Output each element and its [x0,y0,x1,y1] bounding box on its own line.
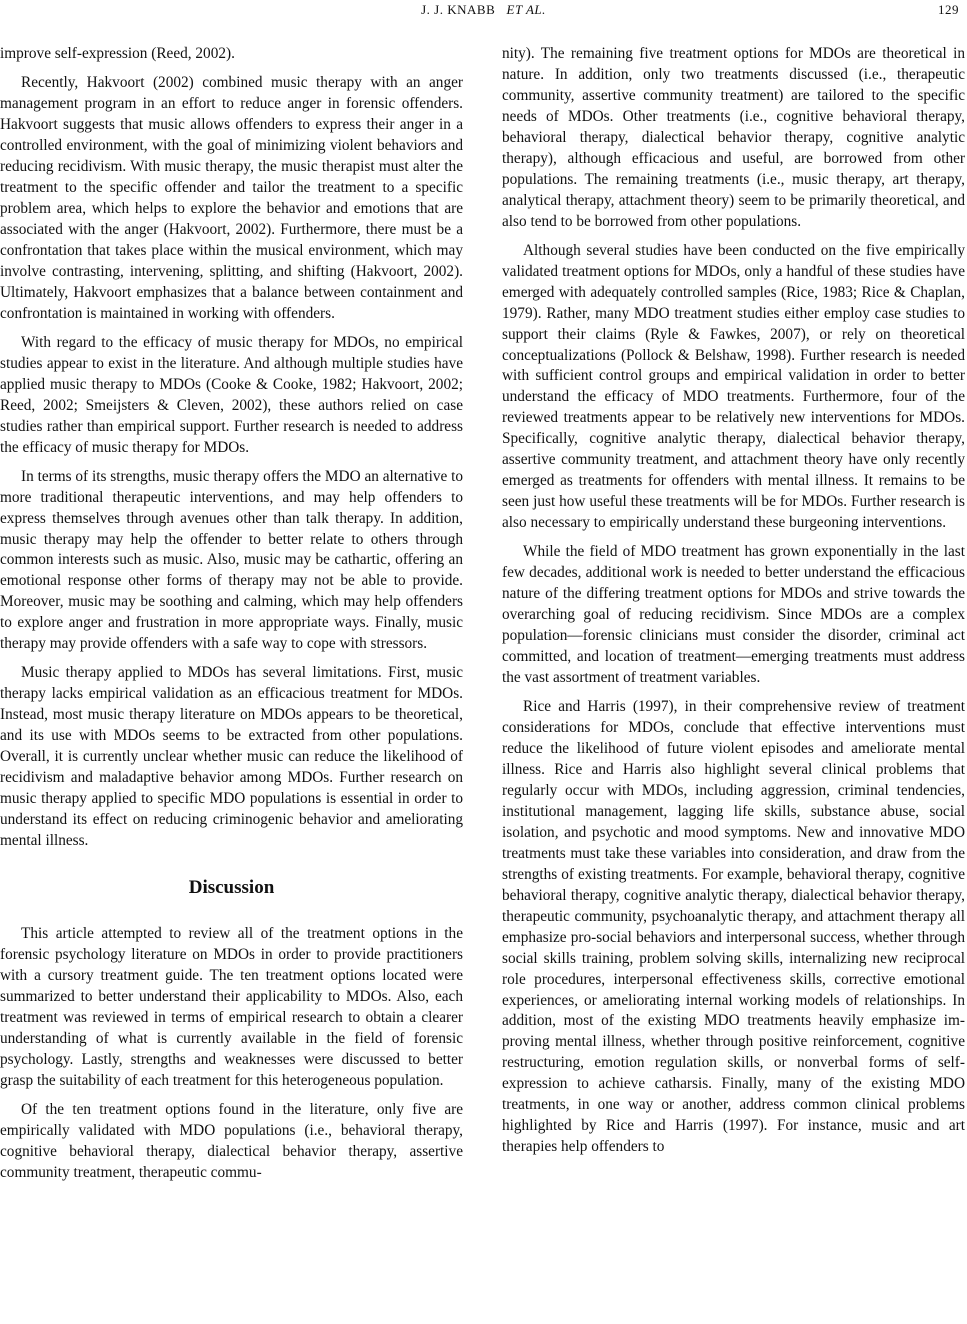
paragraph: In terms of its strengths, music therapy offers the MDO an alternative to more traditional therapeutic interventions, and may help offenders to express themselves through avenues other than talk therapy. In addition, music therapy may help the offender to better relate to others through common interests such as music. Also, music may be cathartic, offering an emotional response other forms of therapy may not be able to provide. Moreover, music may be soothing and calming, which may help offenders to explore anger and frustration in more appropriate ways. Finally, music therapy may provide offenders with a safe way to cope with stressors. [0,467,463,653]
running-head-authors [0,2,967,18]
paragraph: Music therapy applied to MDOs has several limitations. First, music therapy lacks empirical validation as an efficacious treatment for MDOs. Instead, most music therapy literature on MDOs appears to be theoretical, and its use with MDOs seems to be extracted from other populations. Overall, it is currently unclear whether music can reduce the likelihood of recidivism and maladaptive behavior among MDOs. Further research on music therapy applied to specific MDO populations is essential in order to understand its effect on reducing criminogenic behavior and ameliorating mental illness. [0,664,463,850]
paragraph: improve self-expression (Reed, 2002). [0,45,235,62]
paragraph: Although several studies have been conducted on the five empirically validated treatment options for MDOs, only a handful of these studies have emerged with adequately controlled samples (Rice, 1983; Rice & Chaplan, 1979). Rather, many MDO treatment studies either employ case studies to support their claims (Ryle & Fawkes, 2007), or rely on theoretical conceptualizations (Pollock & Belshaw, 1998). Further research is needed with sufficient control groups and empirical validation in order to better understand the efficacy of MDO treatments. Furthermore, four of the reviewed treatments appear to be relatively new interventions for MDOs. Specifically, cognitive analytic therapy, dialectical behavior therapy, assertive community treatment, and attachment theory have only recently emerged as treatments for offenders with mental illness. It remains to be seen just how useful these treatments will be for MDOs. Further research is also necessary to empirically understand these burgeoning interventions. [502,241,965,532]
page-number: 129 [938,2,959,17]
paragraph: While the field of MDO treatment has grown exponentially in the last few decades, additional work is needed to better understand the efficacious nature of the differing treatment options for MDOs and strive towards the overarching goal of reducing recidivism. Since MDOs are a complex population—forensic clinicians must consider the disorder, criminal act committed, and location of treatment—emerging treatments must address the vast assortment of treatment variables. [502,543,965,687]
author-etal: ET AL. [506,2,546,17]
paragraph: Rice and Harris (1997), in their comprehensive review of treatment considerations for MDOs, conclude that effective interventions must reduce the likelihood of future violent episodes and ameliorate mental illness. Rice and Harris also highlight several clinical problems that regularly occur with MDOs, including aggression, criminal tendencies, institutional management, lagging life skills, substance abuse, social isolation, and psychotic and mood symptoms. New and innovative MDO treatments must take these variables into consideration, and draw from the strengths of existing treatments. For example, behavioral therapy, cognitive behavioral therapy, cognitive analytic therapy, dialectical behavior therapy, therapeutic community, psychoanalytic therapy, and attachment therapy all emphasize pro-social behaviors and interpersonal success, whether through social skills training, problem solving skills, internalizing new reciprocal role procedures, interpersonal effectiveness skills, corrective emotional experiences, or ameliorating internal working models of relationships. In addition, most of the existing MDO treatments heavily emphasize improving mental illness, whether through positive reinforcement, cognitive restructuring, emotion regulation skills, or nonverbal forms of self-expression to achieve catharsis. Finally, many of the existing MDO treatments, in one way or another, address common clinical problems highlighted by Rice and Harris (1997). For instance, music and art therapies help offenders to [502,698,965,1156]
paragraph: Of the ten treatment options found in the literature, only five are empirically validated with MDO populations (i.e., behavioral therapy, cognitive behavioral therapy, dialectical behavior therapy, assertive community treatment, therapeutic commu- [0,1100,463,1181]
left-column [0,44,463,1192]
paragraph: nity). The remaining five treatment options for MDOs are theoretical in nature. In addition, only two treatments discussed (i.e., therapeutic community, assertive community treatment) are tailored to the specific needs of MDOs. Other treatments (i.e., cognitive behavioral therapy, behavioral therapy, dialectical behavior therapy, cognitive analytic therapy), although efficacious and useful, are borrowed from other populations. The remaining treatments (i.e., music therapy, art therapy, analytical therapy, attachment theory) seem to be primarily theoretical, and also tend to be borrowed from other populations. [502,45,965,230]
section-heading-discussion: Discussion [188,877,275,899]
author-names: J. J. KNABB [421,2,496,17]
right-column [502,44,965,1166]
paragraph: With regard to the efficacy of music therapy for MDOs, no empirical studies appear to exist in the literature. And although multiple studies have applied music therapy to MDOs (Cooke & Cooke, 1982; Hakvoort, 2002; Reed, 2002; Smeijsters & Cleven, 2002), these authors relied on case studies rather than empirical support. Further research is needed to address the efficacy of music therapy for MDOs. [0,333,463,456]
paragraph: Recently, Hakvoort (2002) combined music therapy with an anger management program in an effort to reduce anger in forensic offenders. Hakvoort suggests that music allows offenders to express their anger in a controlled environment, with the goal of minimizing violent behaviors and reducing recidivism. With music therapy, the music therapist must alter the treatment to the specific offender and tailor the treatment to a specific problem area, which helps to explore the behavior and emotions that are associated with the anger (Hakvoort, 2002). Furthermore, there must be a confrontation that takes place within the musical environment, which may involve contrasting, intervening, splitting, and shifting (Hakvoort, 2002). Ultimately, Hakvoort emphasizes that a balance between containment and confrontation is maintained in working with offenders. [0,74,463,322]
running-header [0,0,967,24]
paragraph: This article attempted to review all of the treatment options in the forensic psychology literature on MDOs in order to provide practitioners with a cursory treatment guide. The ten treatment options located were summarized to better understand their applicability to MDOs. Also, each treatment was reviewed in terms of empirical research to obtain a clearer understanding of what is currently available in the field of forensic psychology. Lastly, strengths and weaknesses were discussed to better grasp the suitability of each treatment for this heterogeneous population. [0,925,463,1089]
